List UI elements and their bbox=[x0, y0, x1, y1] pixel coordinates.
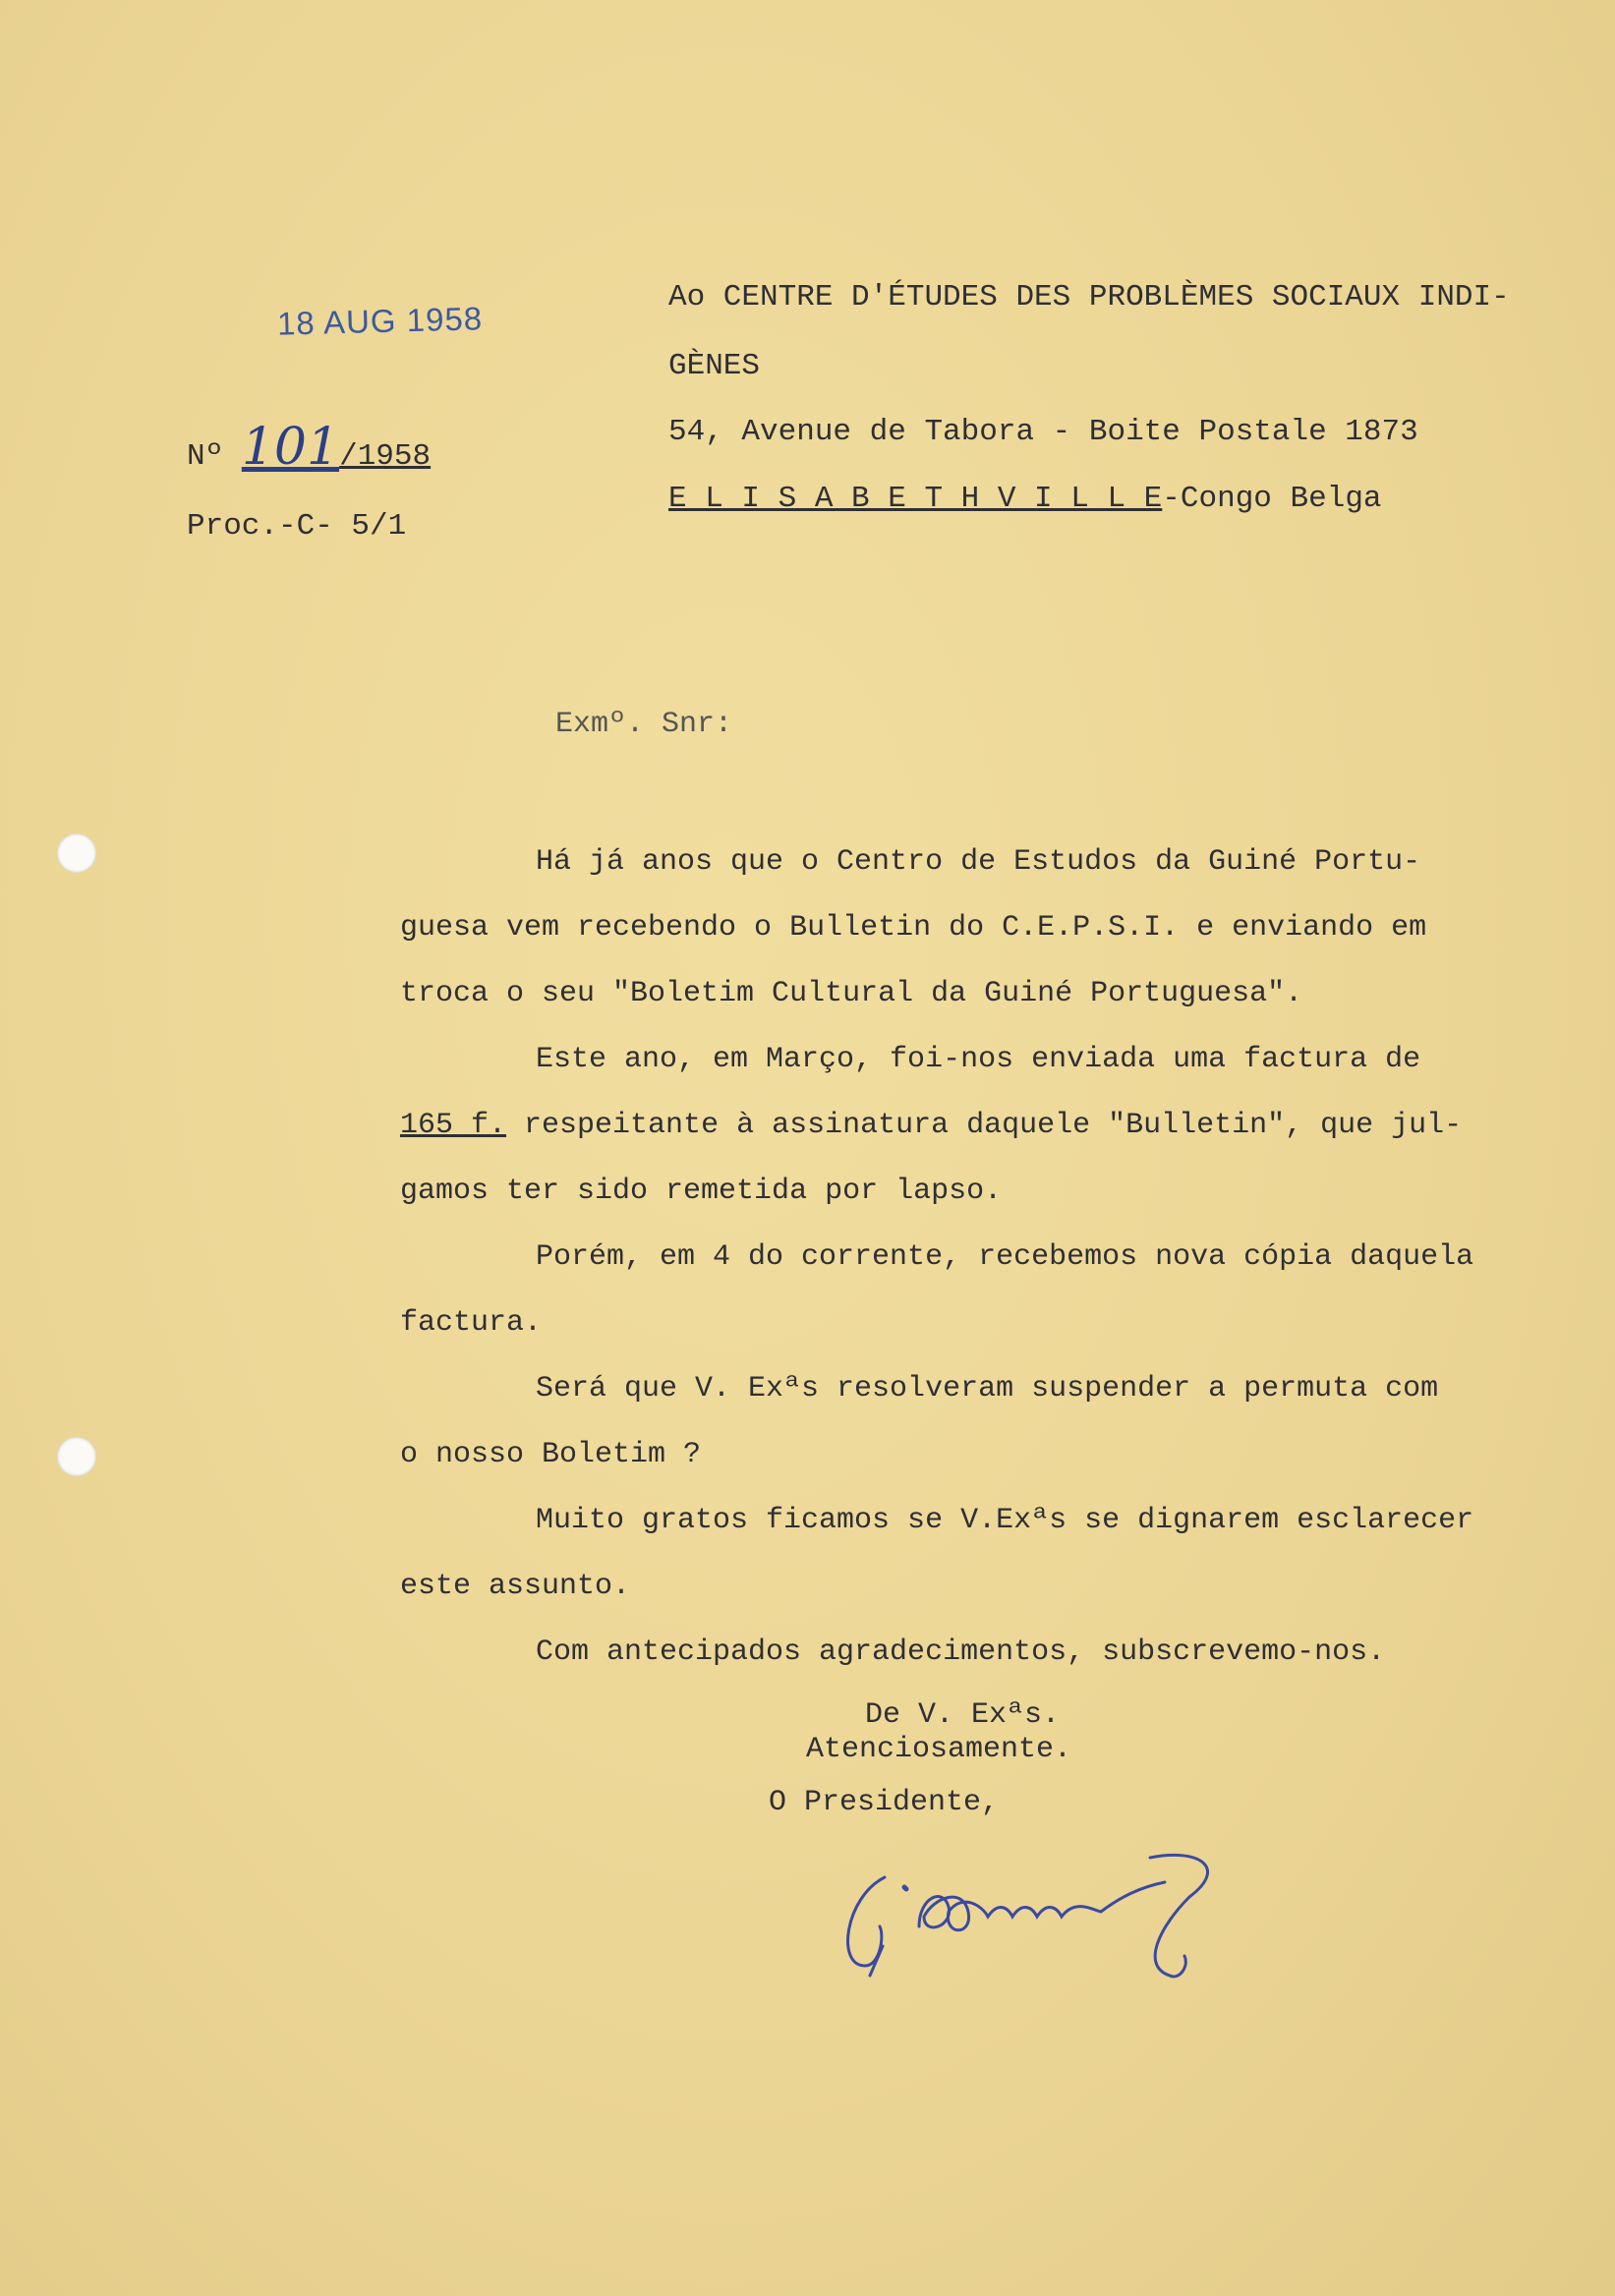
recipient-country: -Congo Belga bbox=[1162, 482, 1382, 516]
recipient-line-1: Ao CENTRE D'ÉTUDES DES PROBLÈMES SOCIAUX INDI- bbox=[668, 280, 1510, 315]
punch-hole-top bbox=[57, 833, 96, 873]
date-stamp: 18 AUG 1958 bbox=[276, 300, 484, 342]
handwritten-signature bbox=[826, 1818, 1317, 2015]
body-line: gamos ter sido remetida por lapso. bbox=[400, 1175, 1003, 1208]
body-line: este assunto. bbox=[400, 1570, 631, 1603]
reference-year: /1958 bbox=[339, 439, 432, 474]
punch-hole-bottom bbox=[57, 1437, 96, 1476]
body-line: Há já anos que o Centro de Estudos da Guiné Portu- bbox=[536, 845, 1421, 879]
closing-line-1: De V. Exªs. bbox=[865, 1698, 1061, 1732]
body-line-amount bbox=[400, 1109, 1462, 1142]
body-line: Será que V. Exªs resolveram suspender a permuta com bbox=[536, 1372, 1439, 1406]
invoice-amount: 165 f. bbox=[400, 1109, 507, 1142]
body-line-rest: respeitante à assinatura daquele "Bulletin", que jul- bbox=[506, 1109, 1463, 1142]
body-line: Com antecipados agradecimentos, subscrevemo-nos. bbox=[536, 1636, 1386, 1669]
body-line: factura. bbox=[400, 1306, 543, 1340]
body-line: o nosso Boletim ? bbox=[400, 1438, 702, 1471]
reference-number bbox=[187, 418, 431, 477]
recipient-address: 54, Avenue de Tabora - Boite Postale 1873 bbox=[668, 415, 1418, 449]
reference-prefix: Nº bbox=[187, 439, 224, 474]
recipient-city-line bbox=[668, 482, 1382, 516]
reference-handwritten-number: 101 bbox=[241, 418, 340, 477]
body-line: guesa vem recebendo o Bulletin do C.E.P.S.I. e enviando em bbox=[400, 911, 1427, 945]
recipient-line-2: GÈNES bbox=[668, 349, 761, 383]
body-line: Este ano, em Março, foi-nos enviada uma factura de bbox=[536, 1043, 1421, 1076]
closing-signatory: O Presidente, bbox=[769, 1786, 1000, 1819]
recipient-city: E L I S A B E T H V I L L E bbox=[668, 482, 1163, 516]
process-reference: Proc.-C- 5/1 bbox=[187, 509, 407, 544]
body-line: Muito gratos ficamos se V.Exªs se dignarem esclarecer bbox=[536, 1504, 1474, 1537]
body-line: Porém, em 4 do corrente, recebemos nova cópia daquela bbox=[536, 1240, 1474, 1274]
salutation: Exmº. Snr: bbox=[555, 708, 733, 741]
closing-line-2: Atenciosamente. bbox=[806, 1733, 1072, 1766]
body-line: troca o seu "Boletim Cultural da Guiné Portuguesa". bbox=[400, 977, 1303, 1010]
